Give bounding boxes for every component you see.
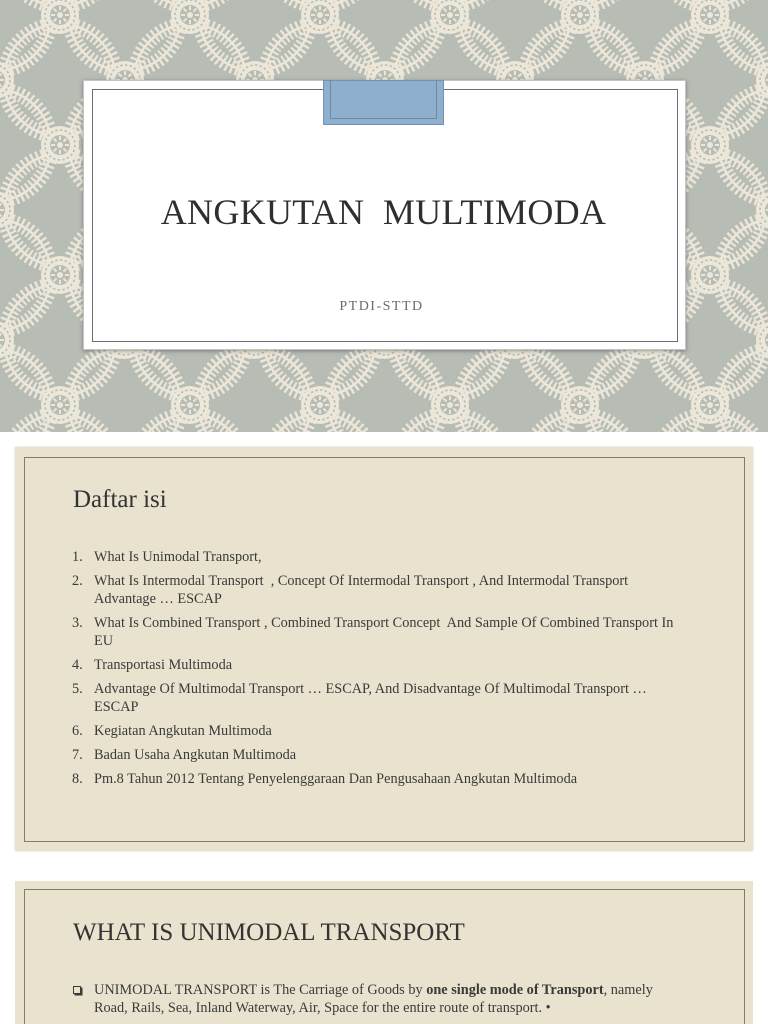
title-slide <box>0 0 768 432</box>
toc-item-number: 5. <box>72 681 83 697</box>
toc-item <box>72 656 686 674</box>
toc-item <box>72 614 686 650</box>
toc-item-text: What Is Intermodal Transport , Concept Of Intermodal Transport , And Intermodal Transport Advantage … ESCAP <box>94 573 631 607</box>
toc-item-number: 7. <box>72 747 83 763</box>
toc-item-text: Kegiatan Angkutan Multimoda <box>94 723 272 739</box>
content-slide <box>15 881 753 1024</box>
toc-item <box>72 722 686 740</box>
toc-item-text: Advantage Of Multimodal Transport … ESCAP, And Disadvantage Of Multimodal Transport … ESCAP <box>94 681 651 715</box>
shadowed-square-bullet-icon <box>73 986 81 994</box>
slide-subtitle: PTDI-STTD <box>339 299 424 314</box>
toc-list <box>72 548 686 794</box>
toc-item <box>72 746 686 764</box>
toc-item-text: Badan Usaha Angkutan Multimoda <box>94 747 297 763</box>
toc-item <box>72 770 686 788</box>
toc-item-number: 8. <box>72 771 83 787</box>
bullet-text <box>94 981 686 1017</box>
slide-title: ANGKUTAN MULTIMODA <box>160 192 607 232</box>
toc-item-number: 2. <box>72 573 83 589</box>
slide-title: Daftar isi <box>73 486 167 513</box>
toc-item-text: Transportasi Multimoda <box>94 657 233 673</box>
toc-item-number: 3. <box>72 615 83 631</box>
table-of-contents-slide <box>15 447 753 851</box>
toc-item-number: 4. <box>72 657 83 673</box>
toc-item-number: 6. <box>72 723 83 739</box>
title-tab-inner-border <box>330 80 437 119</box>
toc-item-text: Pm.8 Tahun 2012 Tentang Penyelenggaraan Dan Pengusahaan Angkutan Multimoda <box>94 771 578 787</box>
bullet-item <box>72 981 686 1017</box>
bullet-text-tail: , namely Road, Rails, Sea, Inland Waterway, Air, Space for the entire route of transport. • <box>94 982 653 1016</box>
toc-item <box>72 572 686 608</box>
toc-item <box>72 680 686 716</box>
bullet-marker <box>72 981 94 999</box>
slide-title: WHAT IS UNIMODAL TRANSPORT <box>73 919 465 946</box>
toc-item-number: 1. <box>72 549 83 565</box>
toc-item-text: What Is Unimodal Transport, <box>94 549 262 565</box>
toc-item-text: What Is Combined Transport , Combined Transport Concept And Sample Of Combined Transport In EU <box>94 615 677 649</box>
bullet-text-bold: one single mode of Transport <box>426 982 604 998</box>
toc-item <box>72 548 686 566</box>
bullet-text-lead: UNIMODAL TRANSPORT is The Carriage of Goods by <box>94 982 427 998</box>
title-tab <box>323 80 444 125</box>
